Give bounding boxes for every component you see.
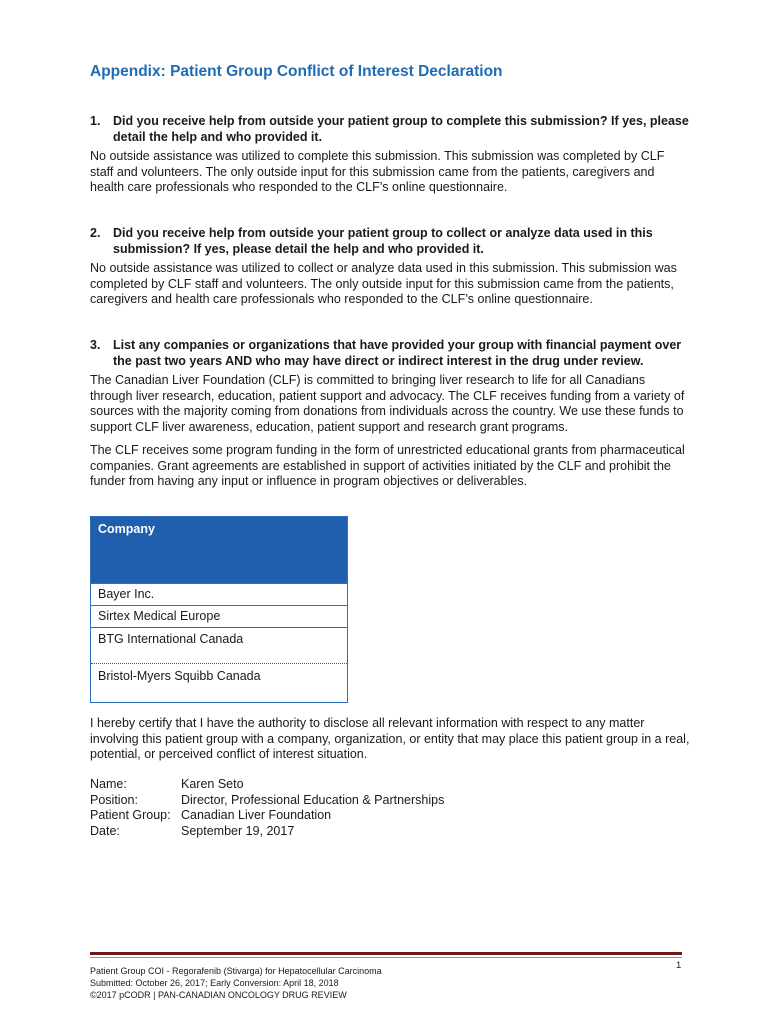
name-label: Name:: [90, 777, 127, 791]
position-label: Position:: [90, 792, 138, 807]
footer-divider: [90, 952, 682, 955]
date-value: September 19, 2017: [181, 823, 295, 838]
signature-block: [90, 777, 444, 839]
page-footer: [90, 965, 382, 1001]
answer-text-2: The CLF receives some program funding in the form of unrestricted educational grants from pharmaceutical companies. Grant agreements are established in support of activities initiated by the CLF and prohibit the funder from having any input or influence in program objectives or deliverables.: [90, 443, 685, 488]
company-table: [90, 516, 348, 703]
table-row: Bristol-Myers Squibb Canada: [91, 663, 347, 702]
question-text: List any companies or organizations that have provided your group with financial payment over the past two years AND who may have direct or indirect interest in the drug under review.: [113, 338, 682, 368]
question-1: [90, 113, 700, 196]
table-row: BTG International Canada: [91, 627, 347, 663]
question-3: [90, 337, 700, 490]
table-row: Sirtex Medical Europe: [91, 605, 347, 627]
footer-line-2: Submitted: October 26, 2017; Early Conversion: April 18, 2018: [90, 978, 339, 988]
answer-text: The Canadian Liver Foundation (CLF) is committed to bringing liver research to life for all Canadians through liver research, education, patient support and advocacy. The CLF receives funding from a variety of sources with the majority coming from donations from individuals across the country. We use these funds to support CLF liver awareness, education, patient support and research grant programs.: [90, 373, 685, 434]
question-2: [90, 225, 700, 308]
answer-text: No outside assistance was utilized to collect or analyze data used in this submission. This submission was completed by CLF staff and volunteers. The only outside input for this submission came from the patients, caregivers and health care professionals who responded to the CLF’s online questionnaire.: [90, 261, 677, 306]
position-value: Director, Professional Education & Partnerships: [181, 792, 445, 807]
footer-divider-thin: [90, 957, 682, 958]
table-header: Company: [91, 517, 347, 583]
footer-line-1: Patient Group COI - Regorafenib (Stivarga) for Hepatocellular Carcinoma: [90, 966, 382, 976]
answer-text: No outside assistance was utilized to complete this submission. This submission was completed by CLF staff and volunteers. The only outside input for this submission came from the patients, caregivers and health care professionals who responded to the CLF’s online questionnaire.: [90, 149, 665, 194]
question-text: Did you receive help from outside your patient group to collect or analyze data used in this submission? If yes, please detail the help and who provided it.: [113, 226, 653, 256]
name-value: Karen Seto: [181, 777, 244, 791]
footer-line-3: ©2017 pCODR | PAN-CANADIAN ONCOLOGY DRUG REVIEW: [90, 990, 347, 1000]
question-number: 1.: [90, 114, 101, 128]
question-number: 3.: [90, 338, 101, 352]
date-label: Date:: [90, 823, 120, 838]
question-number: 2.: [90, 226, 101, 240]
page-title: Appendix: Patient Group Conflict of Interest Declaration: [90, 63, 503, 80]
page-number: 1: [676, 960, 682, 971]
certification-statement: I hereby certify that I have the authority to disclose all relevant information with respect to any matter involving this patient group with a company, organization, or entity that may place this patient group in a real, potential, or perceived conflict of interest situation.: [90, 716, 690, 761]
group-label: Patient Group:: [90, 808, 171, 822]
group-value: Canadian Liver Foundation: [181, 808, 332, 822]
table-row: Bayer Inc.: [91, 583, 347, 605]
question-text: Did you receive help from outside your patient group to complete this submission? If yes, please detail the help and who provided it.: [113, 114, 689, 144]
